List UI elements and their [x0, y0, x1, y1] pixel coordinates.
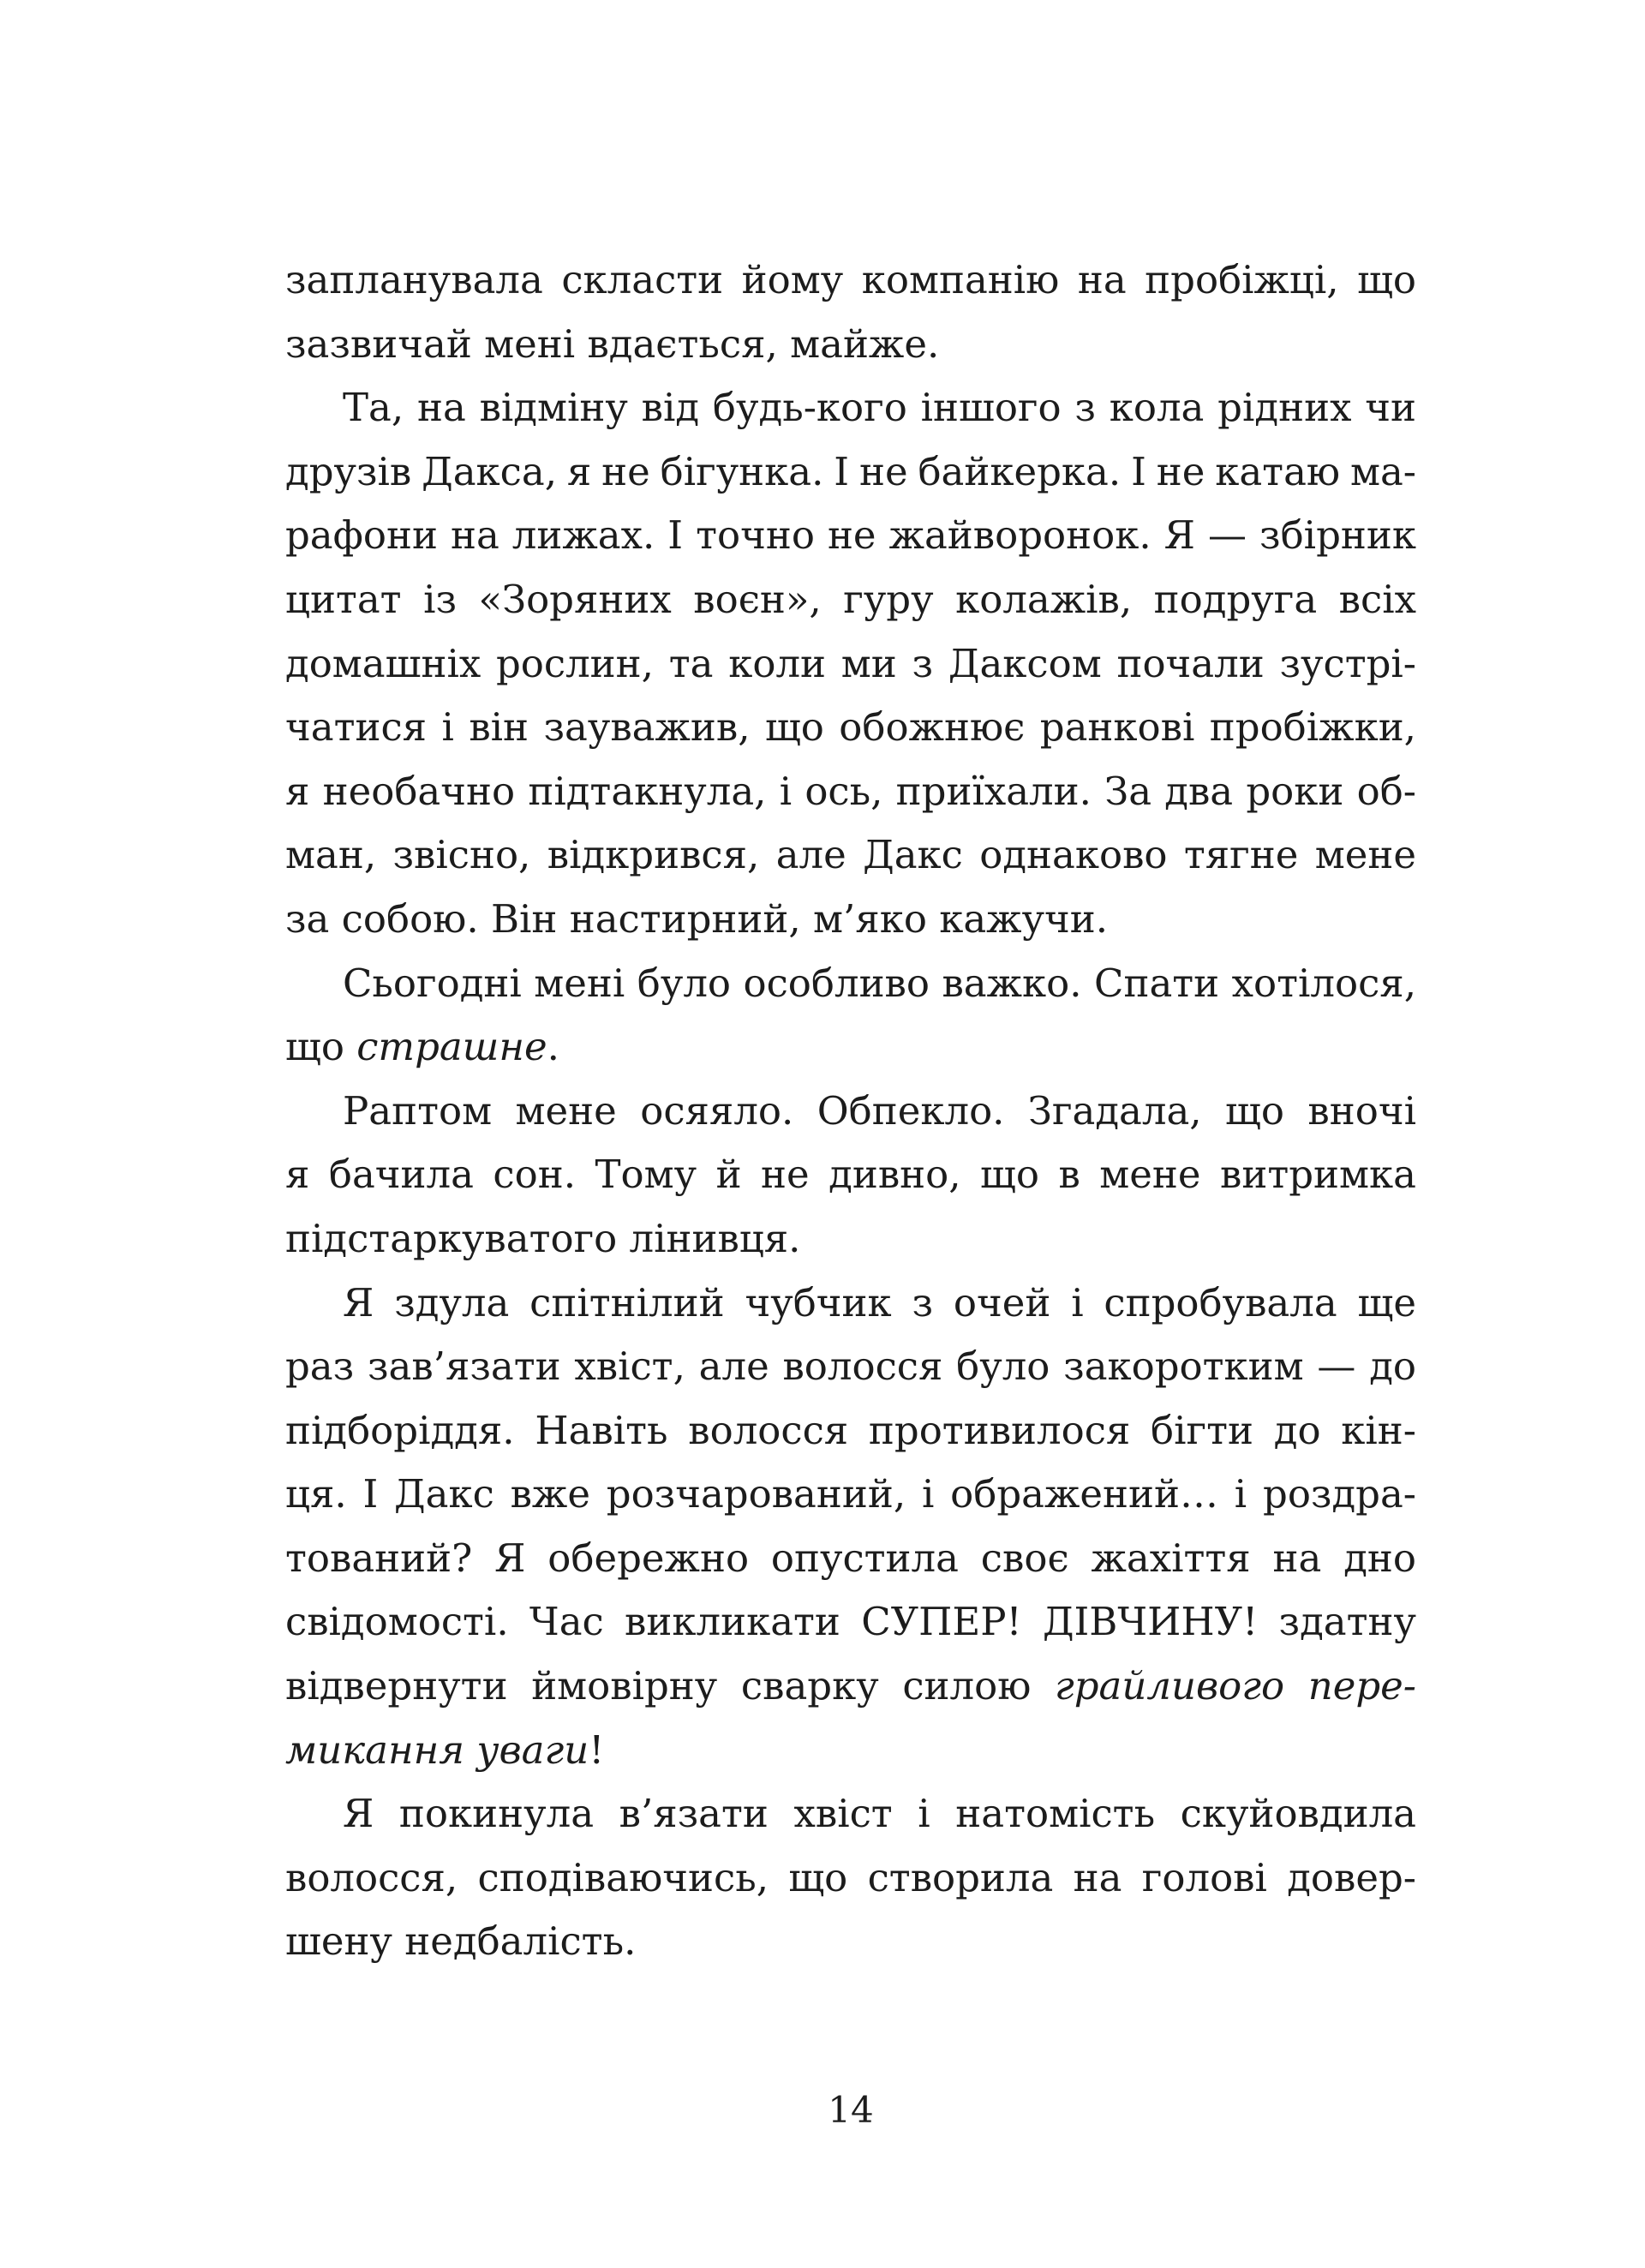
text-segment: запланувала скласти йому компанію на пробіжці, що [285, 257, 1416, 302]
text-line [285, 1719, 1416, 1783]
text-segment: цитат із «Зоряних воєн», гуру колажів, подруга всіх [285, 576, 1416, 622]
text-segment: друзів Дакса, я не бігунка. І не байкерка. І не катаю ма- [285, 448, 1416, 494]
text-segment: раз зав’язати хвіст, але волосся було закоротким — до [285, 1343, 1416, 1390]
page-number: 14 [828, 2089, 874, 2131]
text-segment: підстаркуватого лінивця. [285, 1215, 801, 1261]
text-line [285, 568, 1416, 632]
text-segment: . [547, 1024, 559, 1070]
italic-emphasis: страшне [356, 1024, 547, 1070]
paragraph-first-line [285, 376, 1416, 440]
text-segment: я бачила сон. Тому й не дивно, що в мене витримка [285, 1152, 1416, 1198]
paragraph-first-line [285, 1272, 1416, 1336]
text-line [285, 1910, 1416, 1974]
text-line [285, 1527, 1416, 1591]
text-line [285, 1590, 1416, 1655]
text-segment: тований? Я обережно опустила своє жахіття на дно [285, 1535, 1416, 1581]
text-segment: я необачно підтакнула, і ось, приїхали. За два роки об- [285, 768, 1416, 814]
text-segment: ця. І Дакс вже розчарований, і ображений… і роздра- [285, 1471, 1416, 1517]
text-line [285, 1207, 1416, 1272]
text-line [285, 1399, 1416, 1463]
text-segment: що [285, 1024, 357, 1070]
text-segment: свідомості. Час викликати СУПЕР! ДІВЧИНУ! здатну [285, 1599, 1416, 1645]
text-segment: Я покинула в’язати хвіст і натомість скуйовдила [343, 1791, 1416, 1837]
text-segment: відвернути ймовірну сварку силою [285, 1663, 1055, 1709]
italic-emphasis: грайливого пере- [1055, 1663, 1416, 1709]
text-segment: зазвичай мені вдається, майже. [285, 320, 940, 367]
text-line [285, 632, 1416, 697]
text-line [285, 1846, 1416, 1911]
text-segment: ман, звісно, відкрився, але Дакс однаково тягне мене [285, 832, 1416, 878]
text-segment: за собою. Він настирний, м’яко кажучи. [285, 895, 1109, 942]
text-segment: волосся, сподіваючись, що створила на голові довер- [285, 1854, 1416, 1900]
text-segment: чатися і він зауважив, що обожнює ранкові пробіжки, [285, 704, 1416, 751]
body-text [285, 248, 1416, 1974]
text-line [285, 1463, 1416, 1527]
text-segment: шену недбалість. [285, 1918, 637, 1965]
text-line [285, 248, 1416, 313]
text-segment: Та, на відміну від будь-кого іншого з кола рідних чи [343, 385, 1416, 431]
text-line [285, 696, 1416, 760]
text-line [285, 760, 1416, 824]
text-segment: Я здула спітнілий чубчик з очей і спробувала ще [343, 1279, 1416, 1325]
italic-emphasis: микання уваги [285, 1726, 589, 1773]
text-segment: Сьогодні мені було особливо важко. Спати хотілося, [343, 960, 1416, 1006]
paragraph-first-line [285, 1782, 1416, 1846]
text-line [285, 888, 1416, 952]
text-line [285, 440, 1416, 505]
text-line [285, 823, 1416, 888]
paragraph-first-line [285, 1080, 1416, 1144]
paragraph-first-line [285, 952, 1416, 1016]
text-line [285, 1655, 1416, 1719]
text-line [285, 504, 1416, 568]
text-segment: рафони на лижах. І точно не жайворонок. Я — збірник [285, 512, 1416, 559]
text-segment: домашніх рослин, та коли ми з Даксом почали зустрі- [285, 640, 1416, 686]
text-segment: Раптом мене осяяло. Обпекло. Згадала, що вночі [343, 1087, 1416, 1134]
text-line [285, 1015, 1416, 1080]
text-segment: підборіддя. Навіть волосся противилося бігти до кін- [285, 1407, 1416, 1453]
text-line [285, 1143, 1416, 1207]
text-line [285, 313, 1416, 377]
text-line [285, 1335, 1416, 1399]
text-segment: ! [589, 1726, 605, 1773]
